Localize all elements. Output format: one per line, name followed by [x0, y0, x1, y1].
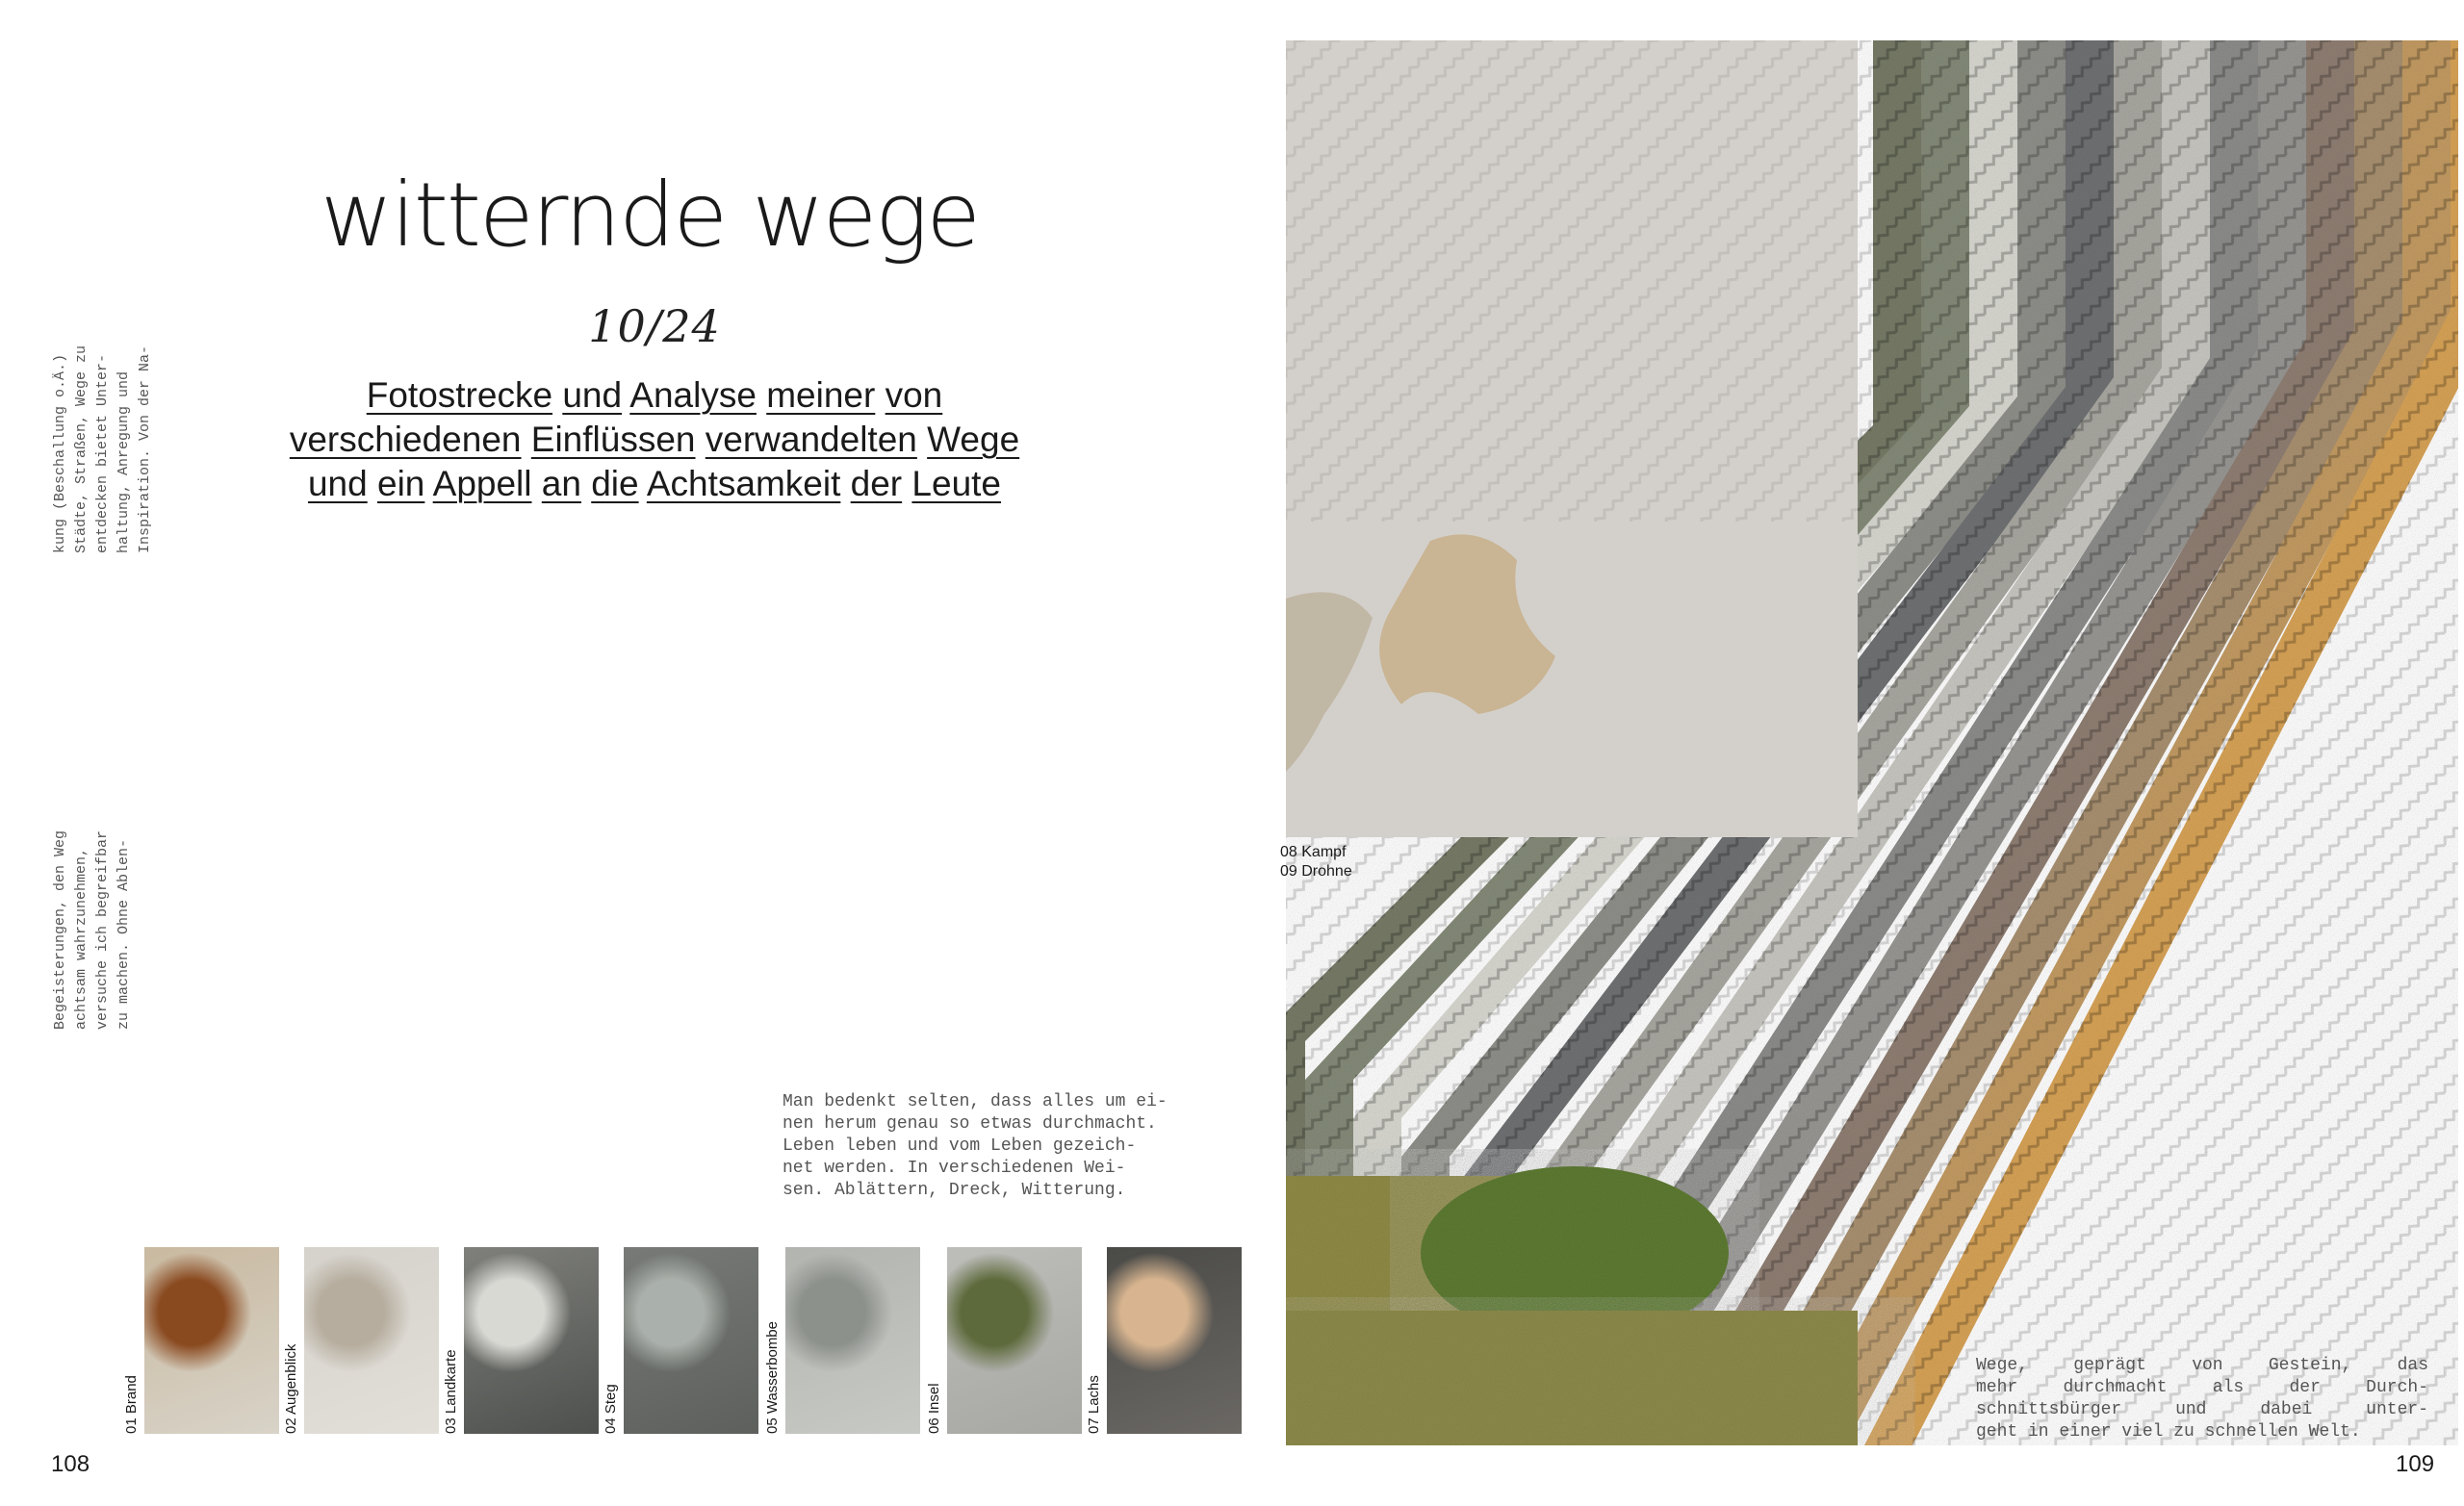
moss-patch	[1286, 1311, 1858, 1445]
text-line: net werden. In verschiedenen Wei-	[783, 1159, 1126, 1178]
text-line: kung (Beschallung o.Ä.)	[52, 353, 68, 553]
subtitle-word: Appell	[432, 464, 532, 503]
thumbnail-insel	[926, 1247, 1082, 1434]
thumbnail-caption: 07 Lachs	[1086, 1375, 1102, 1434]
note-left	[783, 1091, 1187, 1202]
subtitle-word: Wege	[927, 420, 1020, 459]
text-line: Begeisterungen, den Weg	[52, 830, 68, 1030]
subtitle-word: ein	[377, 464, 425, 503]
subtitle-word: Leute	[911, 464, 1002, 503]
subtitle	[289, 373, 1020, 506]
subtitle-word: von	[885, 375, 943, 415]
text-line: haltung, Anregung und	[116, 370, 132, 553]
thumbnail-image	[624, 1247, 758, 1434]
thumbnail-steg	[603, 1247, 758, 1434]
text-line: geht in einer viel zu schnellen Welt.	[1976, 1422, 2361, 1442]
subtitle-word: meiner	[766, 375, 876, 415]
thumbnail-image	[785, 1247, 920, 1434]
thumbnail-caption: 05 Wasserbombe	[764, 1321, 781, 1434]
photo-caption: 09 Drohne	[1280, 863, 1352, 880]
page-number-right: 109	[2396, 1451, 2435, 1477]
photo-captions	[1280, 843, 1352, 881]
thumbnail-image	[947, 1247, 1082, 1434]
thumbnail-caption: 06 Insel	[926, 1383, 942, 1434]
text-line: schnittsbürger und dabei unter-	[1976, 1400, 2428, 1419]
subtitle-word: Fotostrecke	[366, 375, 553, 415]
text-line: achtsam wahrzunehmen,	[73, 847, 90, 1030]
thumbnail-image	[144, 1247, 279, 1434]
text-line: Wege, geprägt von Gestein, das	[1976, 1356, 2428, 1375]
subtitle-word: Analyse	[629, 375, 757, 415]
plaster-stripe	[1286, 40, 1858, 522]
thumbnail-caption: 02 Augenblick	[283, 1343, 299, 1434]
text-line: sen. Ablättern, Dreck, Witterung.	[783, 1181, 1126, 1200]
subtitle-word: Einflüssen	[530, 420, 696, 459]
issue-number: 10/24	[588, 300, 721, 352]
thumbnail-image	[304, 1247, 439, 1434]
subtitle-word: der	[850, 464, 903, 503]
text-line: versuche ich begreifbar	[94, 830, 111, 1030]
thumbnail-lachs	[1086, 1247, 1242, 1434]
text-line: Man bedenkt selten, dass alles um ei-	[783, 1092, 1168, 1111]
subtitle-word: Achtsamkeit	[646, 464, 841, 503]
texture-collage	[1286, 40, 2458, 1445]
thumbnail-brand	[123, 1247, 279, 1434]
thumbnail-caption: 03 Landkarte	[443, 1349, 459, 1434]
text-line: nen herum genau so etwas durchmacht.	[783, 1114, 1157, 1134]
thumbnail-landkarte	[443, 1247, 599, 1434]
subtitle-word: verschiedenen	[289, 420, 522, 459]
text-line: entdecken bietet Unter-	[94, 353, 111, 553]
text-line: zu machen. Ohne Ablen-	[116, 838, 132, 1030]
text-line: Inspiration. Von der Na-	[137, 345, 153, 553]
text-line: Städte, Straßen, Wege zu	[73, 345, 90, 553]
subtitle-word: und	[562, 375, 623, 415]
subtitle-word: an	[541, 464, 581, 503]
thumbnail-image	[1107, 1247, 1242, 1434]
thumbnail-caption: 04 Steg	[603, 1384, 619, 1434]
thumbnail-augenblick	[283, 1247, 439, 1434]
text-line: mehr durchmacht als der Durch-	[1976, 1378, 2428, 1397]
page-title: witternde wege	[321, 164, 979, 267]
subtitle-word: die	[591, 464, 639, 503]
page-number-left: 108	[51, 1451, 90, 1477]
intro-column-1	[50, 539, 135, 1030]
thumbnail-image	[464, 1247, 599, 1434]
intro-column-2-visible-final	[50, 29, 156, 553]
subtitle-word: und	[307, 464, 368, 503]
note-right	[1976, 1355, 2428, 1443]
thumbnail-wasserbombe	[764, 1247, 920, 1434]
photo-caption: 08 Kampf	[1280, 844, 1347, 860]
text-line: Leben leben und vom Leben gezeich-	[783, 1136, 1137, 1156]
subtitle-word: verwandelten	[705, 420, 917, 459]
thumbnail-caption: 01 Brand	[123, 1375, 140, 1434]
